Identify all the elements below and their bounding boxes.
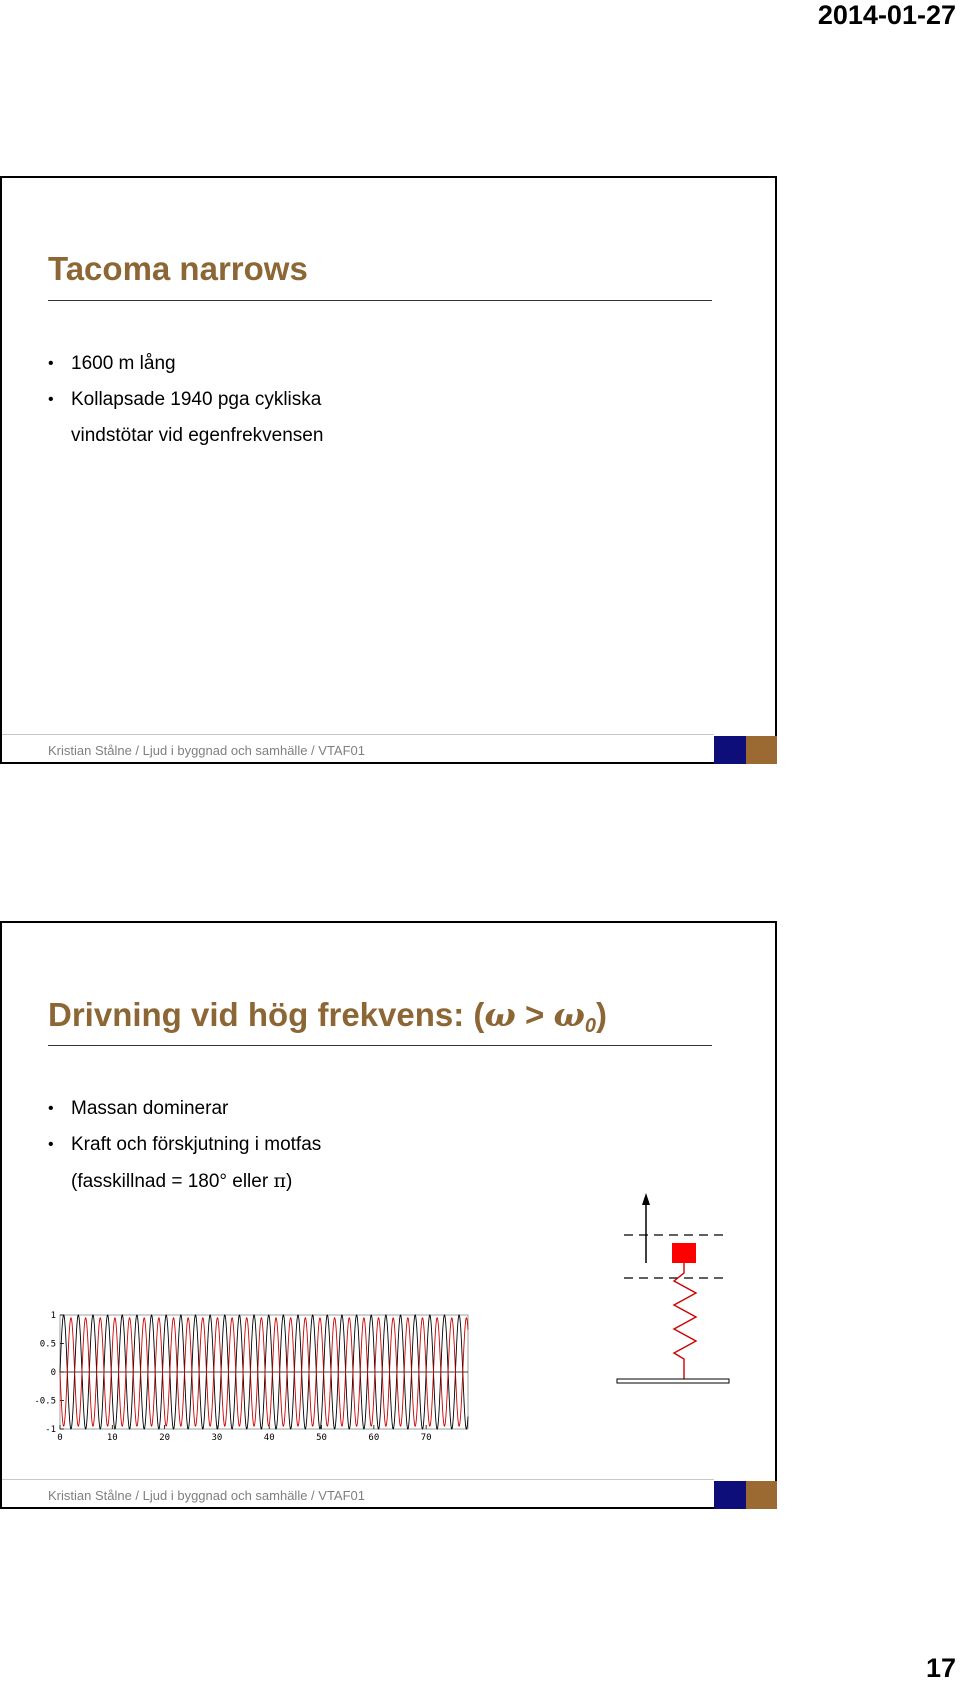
x-tick-label: 50 bbox=[316, 1433, 327, 1443]
title-rule bbox=[48, 1045, 712, 1046]
footer-blue-block bbox=[714, 736, 746, 764]
slide-title: Tacoma narrows bbox=[48, 250, 308, 287]
x-tick-label: 20 bbox=[159, 1433, 171, 1443]
bullet-text-line2 bbox=[71, 1171, 292, 1192]
title-rule bbox=[48, 300, 712, 301]
y-tick-label: -1 bbox=[45, 1425, 56, 1435]
bullet-text: 1600 m lång bbox=[71, 353, 176, 374]
slide-footer: Kristian Stålne / Ljud i byggnad och samhälle / VTAF01 bbox=[48, 1488, 365, 1503]
bullet-dot: • bbox=[48, 1100, 54, 1117]
x-tick-label: 30 bbox=[211, 1433, 223, 1443]
footer-brown-block bbox=[746, 1481, 777, 1509]
title-gt: > bbox=[515, 996, 554, 1033]
bullet-dot: • bbox=[48, 391, 54, 408]
bullet-text: Kollapsade 1940 pga cykliska bbox=[71, 389, 322, 410]
mass-block bbox=[672, 1243, 696, 1263]
y-tick-label: 0.5 bbox=[39, 1339, 56, 1350]
ground-plate bbox=[617, 1379, 729, 1383]
bullet-text: Massan dominerar bbox=[71, 1098, 229, 1119]
omega0-symbol: ω bbox=[553, 995, 585, 1034]
spring bbox=[674, 1263, 696, 1379]
bullet-item bbox=[48, 1127, 321, 1200]
footer-rule bbox=[2, 1479, 714, 1480]
page-number: 17 bbox=[925, 1653, 956, 1683]
footer-blue-block bbox=[714, 1481, 746, 1509]
slide-title bbox=[48, 995, 607, 1038]
title-suffix: ) bbox=[595, 996, 607, 1033]
pi-symbol: π bbox=[273, 1170, 286, 1192]
slide-tacoma-narrows bbox=[0, 176, 777, 764]
phase-text-end: ) bbox=[285, 1171, 293, 1192]
slide-footer: Kristian Stålne / Ljud i byggnad och samhälle / VTAF01 bbox=[48, 743, 365, 758]
oscillation-plot-svg bbox=[36, 1309, 476, 1449]
omega0-subscript: 0 bbox=[584, 1015, 596, 1037]
x-tick-label: 40 bbox=[263, 1433, 275, 1443]
mass-spring-diagram bbox=[612, 1193, 732, 1394]
bullet-list bbox=[48, 346, 323, 454]
phase-text: (fasskillnad = 180° eller bbox=[71, 1171, 274, 1192]
bullet-item bbox=[48, 1091, 321, 1127]
y-tick-label: 0 bbox=[50, 1368, 56, 1378]
bullet-text: Kraft och förskjutning i motfas bbox=[71, 1134, 322, 1155]
x-tick-label: 10 bbox=[106, 1433, 118, 1443]
title-prefix: Drivning vid hög frekvens: ( bbox=[48, 996, 485, 1033]
bullet-item bbox=[48, 346, 323, 382]
page-date: 2014-01-27 bbox=[817, 0, 956, 30]
x-tick-label: 70 bbox=[420, 1433, 432, 1443]
oscillation-plot bbox=[36, 1309, 476, 1454]
bullet-text-line2: vindstötar vid egenfrekvensen bbox=[71, 425, 324, 446]
x-tick-label: 60 bbox=[368, 1433, 380, 1443]
force-arrow-head bbox=[642, 1193, 650, 1205]
slide-high-frequency-driving bbox=[0, 921, 777, 1509]
footer-rule bbox=[2, 734, 714, 735]
omega-symbol: ω bbox=[484, 995, 516, 1034]
bullet-item bbox=[48, 382, 323, 454]
x-tick-label: 0 bbox=[57, 1433, 63, 1443]
bullet-dot: • bbox=[48, 355, 54, 372]
mass-spring-svg bbox=[612, 1193, 732, 1389]
y-tick-label: -0.5 bbox=[36, 1396, 56, 1407]
bullet-list bbox=[48, 1091, 321, 1200]
footer-brown-block bbox=[746, 736, 777, 764]
y-tick-label: 1 bbox=[50, 1311, 56, 1321]
bullet-dot: • bbox=[48, 1136, 54, 1153]
